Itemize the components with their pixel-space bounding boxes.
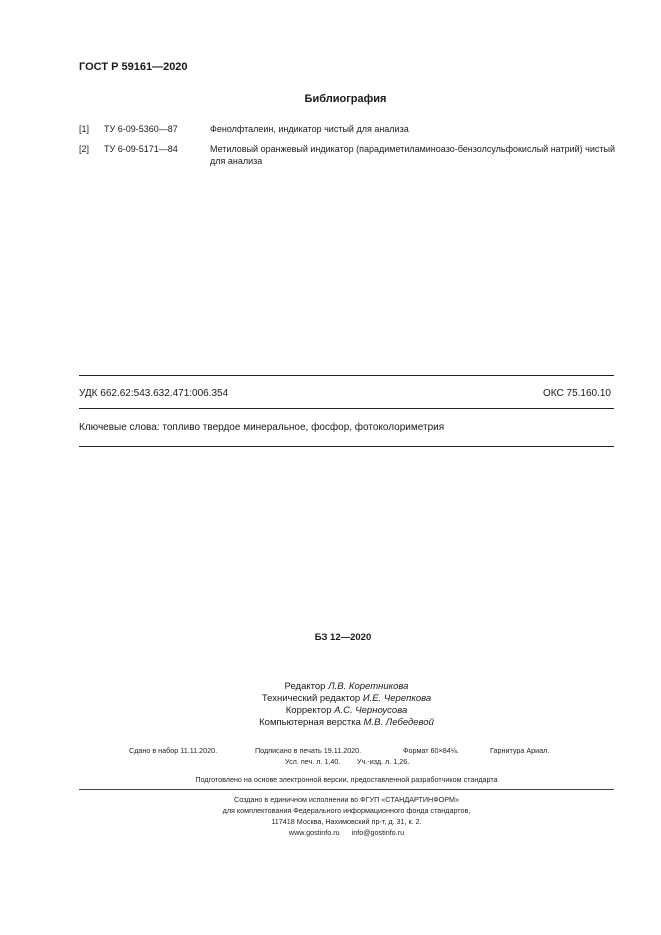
staff-name: А.С. Черноусова xyxy=(334,705,408,716)
layout-line xyxy=(0,717,661,729)
staff-name: И.Е. Черепкова xyxy=(362,693,432,704)
sent-date: Сдано в набор 11.11.2020. xyxy=(129,746,218,755)
publisher-line: Создано в единичном исполнении во ФГУП «СТАНДАРТИНФОРМ» xyxy=(234,795,459,804)
publisher-line: 117418 Москва, Нахимовский пр-т, д. 31, к. 2. xyxy=(271,817,422,826)
entry-code: ТУ 6-09-5171—84 xyxy=(104,144,178,154)
tech-editor-line xyxy=(0,693,661,705)
staff-role: Корректор xyxy=(285,705,332,716)
oks-code: ОКС 75.160.10 xyxy=(543,388,611,399)
prepared-note: Подготовлено на основе электронной версии, предоставленной разработчиком стандарта xyxy=(195,775,498,784)
standard-number: ГОСТ Р 59161—2020 xyxy=(79,61,188,73)
staff-name: Л.В. Коретникова xyxy=(328,681,409,692)
pub-sheets: Уч.-изд. л. 1,26. xyxy=(357,757,410,766)
bz-number: БЗ 12—2020 xyxy=(314,632,372,643)
staff-name: М.В. Лебедевой xyxy=(363,717,434,728)
staff-role: Редактор xyxy=(284,681,326,692)
bibliography-title: Библиография xyxy=(304,93,387,105)
contacts-line xyxy=(0,828,661,837)
entry-number: [2] xyxy=(79,144,90,154)
font-info: Гарнитура Ариал. xyxy=(490,746,550,755)
entry-code: ТУ 6-09-5360—87 xyxy=(104,124,178,134)
website-link[interactable]: www.gostinfo.ru xyxy=(288,828,340,837)
staff-role: Технический редактор xyxy=(261,693,361,704)
email-link[interactable]: info@gostinfo.ru xyxy=(351,828,405,837)
entry-number: [1] xyxy=(79,124,90,134)
corrector-line xyxy=(0,705,661,717)
udc-code: УДК 662.62:543.632.471:006.354 xyxy=(79,388,229,399)
divider xyxy=(79,446,614,447)
print-sheets: Усл. печ. л. 1,40. xyxy=(285,757,341,766)
divider xyxy=(79,408,614,409)
signed-date: Подписано в печать 19.11.2020. xyxy=(255,746,362,755)
publisher-line: для комплектования Федерального информационного фонда стандартов, xyxy=(222,806,471,815)
format: Формат 60×84⅛. xyxy=(403,746,459,755)
entry-text: Метиловый оранжевый индикатор (парадиметиламиноазо-бензолсульфокислый натрий) чистый для анализа xyxy=(210,144,615,166)
editor-line xyxy=(0,681,661,693)
divider xyxy=(79,789,614,790)
staff-role: Компьютерная верстка xyxy=(259,717,361,728)
keywords: Ключевые слова: топливо твердое минеральное, фосфор, фотоколориметрия xyxy=(79,422,445,433)
divider xyxy=(79,375,614,376)
entry-text: Фенолфталеин, индикатор чистый для анализа xyxy=(210,124,409,134)
